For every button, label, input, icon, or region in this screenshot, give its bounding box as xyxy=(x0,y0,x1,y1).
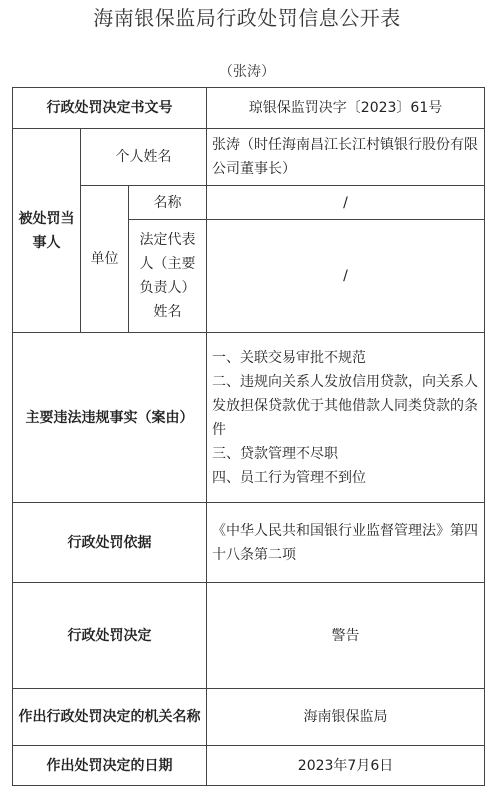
decision-label: 行政处罚决定 xyxy=(13,583,207,689)
facts-item: 四、员工行为管理不到位 xyxy=(212,469,367,486)
decision-number-value: 琼银保监罚决字〔2023〕61号 xyxy=(207,88,485,129)
date-value: 2023年7月6日 xyxy=(207,746,485,786)
facts-item: 二、违规向关系人发放信用贷款，向关系人发放担保贷款优于其他借款人同类贷款的条件 xyxy=(212,373,479,438)
facts-item: 一、关联交易审批不规范 xyxy=(212,349,367,366)
decision-number-label: 行政处罚决定书文号 xyxy=(13,88,207,129)
decision-value: 警告 xyxy=(207,583,485,689)
row-facts xyxy=(13,333,485,503)
authority-value: 海南银保监局 xyxy=(207,689,485,746)
row-authority xyxy=(13,689,485,746)
legal-rep-label: 法定代表人（主要负责人）姓名 xyxy=(129,220,207,333)
individual-name-label: 个人姓名 xyxy=(81,129,207,186)
unit-label: 单位 xyxy=(81,186,129,333)
facts-item: 三、贷款管理不尽职 xyxy=(212,445,339,462)
unit-name-value: / xyxy=(207,186,485,220)
facts-label: 主要违法违规事实（案由） xyxy=(13,333,207,503)
authority-label: 作出行政处罚决定的机关名称 xyxy=(13,689,207,746)
row-unit-name xyxy=(13,186,485,220)
row-individual-name xyxy=(13,129,485,186)
date-label: 作出处罚决定的日期 xyxy=(13,746,207,786)
penalty-info-table xyxy=(12,87,485,786)
basis-label: 行政处罚依据 xyxy=(13,503,207,583)
document-title: 海南银保监局行政处罚信息公开表 xyxy=(93,6,401,30)
document-subtitle: （张涛） xyxy=(219,64,275,80)
party-label: 被处罚当事人 xyxy=(13,129,81,333)
individual-name-value: 张涛（时任海南昌江长江村镇银行股份有限公司董事长） xyxy=(207,129,485,186)
row-date xyxy=(13,746,485,786)
facts-value xyxy=(207,333,485,503)
row-basis xyxy=(13,503,485,583)
basis-value: 《中华人民共和国银行业监督管理法》第四十八条第二项 xyxy=(207,503,485,583)
unit-name-label: 名称 xyxy=(129,186,207,220)
row-decision-number xyxy=(13,88,485,129)
row-decision xyxy=(13,583,485,689)
legal-rep-value: / xyxy=(207,220,485,333)
